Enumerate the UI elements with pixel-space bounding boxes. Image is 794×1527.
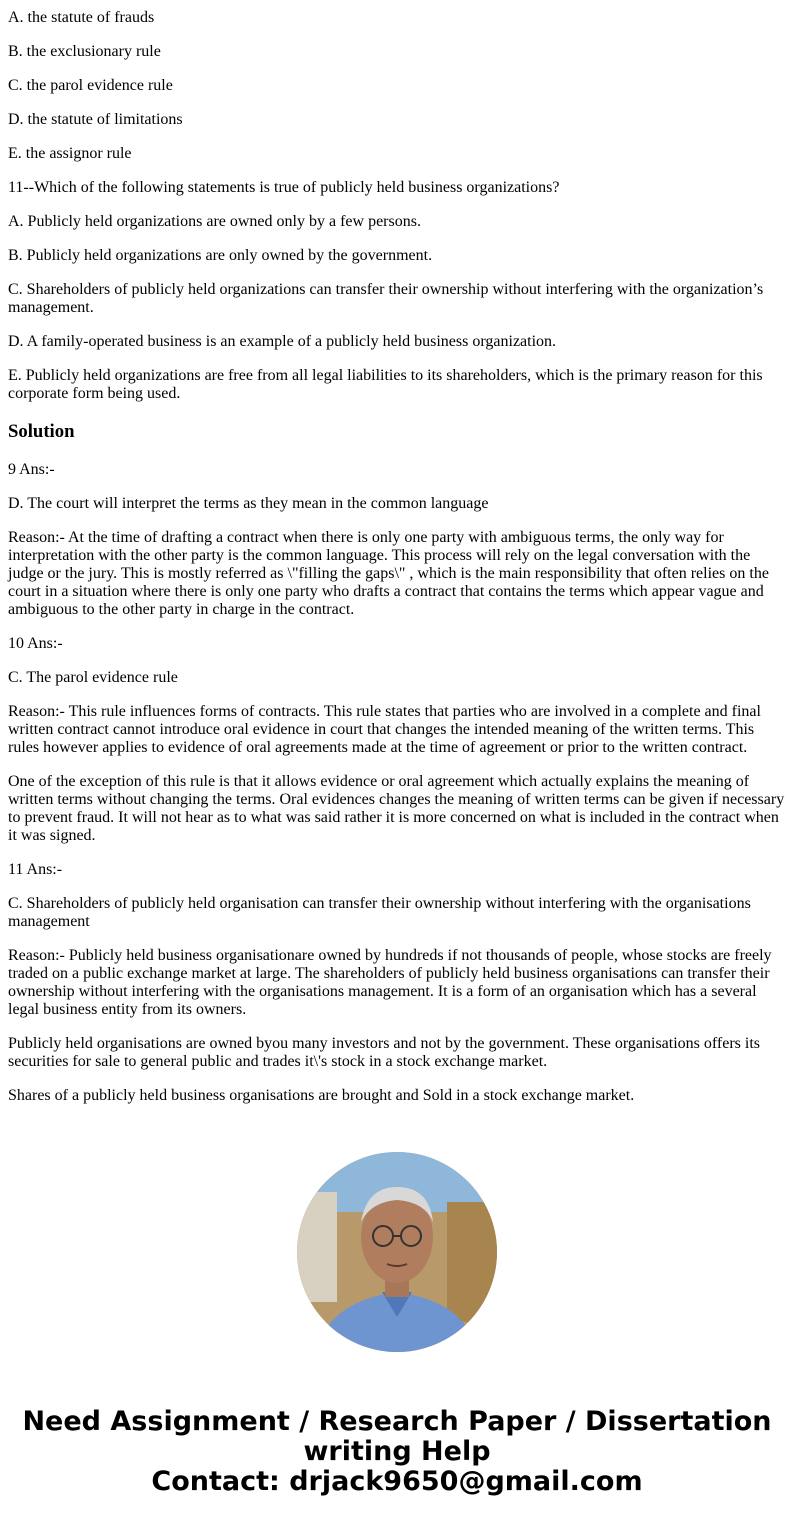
option-b: B. the exclusionary rule bbox=[8, 43, 161, 60]
answer-9: D. The court will interpret the terms as they mean in the common language bbox=[8, 495, 489, 512]
option-d: D. the statute of limitations bbox=[8, 111, 183, 128]
option-e: E. the assignor rule bbox=[8, 145, 132, 162]
solution-body bbox=[8, 461, 786, 1105]
help-text: Need Assignment / Research Paper / Dissertation writing Help bbox=[22, 1406, 772, 1467]
footer-banner bbox=[8, 1407, 786, 1527]
answer-9-label: 9 Ans:- bbox=[8, 461, 55, 478]
answer-10-reason: Reason:- This rule influences forms of contracts. This rule states that parties who are involved in a complete and final written contract cannot introduce oral evidence in court that changes the intended meaning of the written terms. This rules however applies to evidence of oral agreements made at the time of agreement or prior to the written contract. bbox=[8, 703, 761, 756]
contact-text: Contact: drjack9650@gmail.com bbox=[151, 1466, 643, 1497]
question-10-options bbox=[8, 9, 786, 163]
answer-11-reason: Reason:- Publicly held business organisationare owned by hundreds if not thousands of people, whose stocks are freely traded on a public exchange market at large. The shareholders of publicly held business organisations can transfer their ownership without interfering with the organisations management. It is a form of an organisation which has a several legal business entity from its owners. bbox=[8, 947, 772, 1018]
question-11 bbox=[8, 179, 786, 403]
option-c: C. Shareholders of publicly held organizations can transfer their ownership without interfering with the organization’s management. bbox=[8, 281, 764, 316]
question-text: 11--Which of the following statements is true of publicly held business organizations? bbox=[8, 179, 560, 196]
author-avatar bbox=[297, 1152, 497, 1352]
answer-11-note: Publicly held organisations are owned byou many investors and not by the government. These organisations offers its securities for sale to general public and trades it\'s stock in a stock exchange market. bbox=[8, 1035, 761, 1070]
option-e: E. Publicly held organizations are free from all legal liabilities to its shareholders, which is the primary reason for this corporate form being used. bbox=[8, 367, 763, 402]
answer-10-label: 10 Ans:- bbox=[8, 635, 63, 652]
option-d: D. A family-operated business is an example of a publicly held business organization. bbox=[8, 333, 557, 350]
option-a: A. the statute of frauds bbox=[8, 9, 155, 26]
answer-11-shares: Shares of a publicly held business organisations are brought and Sold in a stock exchange market. bbox=[8, 1087, 635, 1104]
answer-10-exception: One of the exception of this rule is that it allows evidence or oral agreement which actually explains the meaning of written terms without changing the terms. Oral evidences changes the meaning of written terms can be given if necessary to prevent fraud. It will not hear as to what was said rather it is more concerned on what is included in the contract when it was signed. bbox=[8, 773, 785, 844]
solution-heading: Solution bbox=[8, 421, 75, 442]
option-a: A. Publicly held organizations are owned only by a few persons. bbox=[8, 213, 421, 230]
answer-9-reason: Reason:- At the time of drafting a contract when there is only one party with ambiguous terms, the only way for interpretation with the other party is the common language. This process will rely on the legal conversation with the judge or the jury. This is mostly referred as \"filling the gaps\" , which is the main responsibility that often relies on the court in a situation where there is only one party who drafts a contract that contains the terms which appear vague and ambiguous to the other party in charge in the contract. bbox=[8, 529, 769, 618]
answer-11-label: 11 Ans:- bbox=[8, 861, 63, 878]
answer-11: C. Shareholders of publicly held organisation can transfer their ownership without interfering with the organisations management bbox=[8, 895, 751, 930]
option-b: B. Publicly held organizations are only owned by the government. bbox=[8, 247, 433, 264]
answer-10: C. The parol evidence rule bbox=[8, 669, 178, 686]
option-c: C. the parol evidence rule bbox=[8, 77, 173, 94]
